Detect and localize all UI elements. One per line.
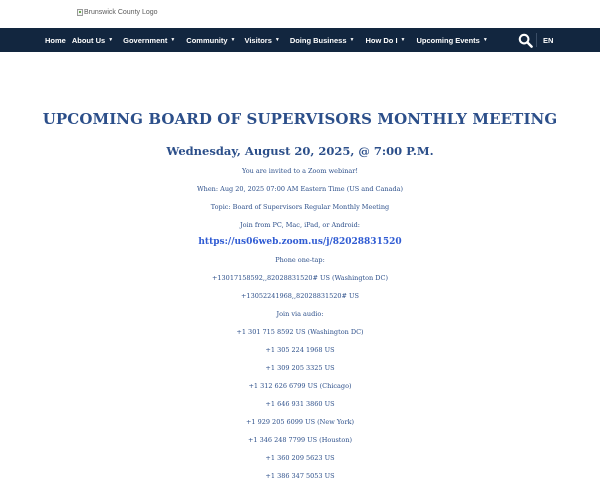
zoom-webinar-link[interactable]: https://us06web.zoom.us/j/82028831520 <box>198 237 402 247</box>
caret-down-icon: ▼ <box>108 37 114 43</box>
search-icon[interactable] <box>518 33 533 48</box>
meeting-date: Wednesday, August 20, 2025, @ 7:00 P.M. <box>166 144 434 158</box>
county-logo[interactable] <box>77 9 158 16</box>
nav-item-label: Doing Business <box>289 35 347 45</box>
meeting-detail-line: +1 646 931 3860 US <box>265 400 335 408</box>
nav-item-visitors[interactable] <box>244 36 279 45</box>
page-title: UPCOMING BOARD OF SUPERVISORS MONTHLY MEETING <box>42 110 558 128</box>
nav-item-doing-business[interactable] <box>290 36 355 45</box>
nav-item-label: Community <box>186 35 228 45</box>
meeting-detail-line: +1 386 347 5053 US <box>265 472 335 480</box>
caret-down-icon: ▼ <box>274 37 280 43</box>
caret-down-icon: ▼ <box>230 37 236 43</box>
nav-item-upcoming-events[interactable] <box>417 36 488 45</box>
meeting-detail-line: Join from PC, Mac, iPad, or Android: <box>240 221 360 229</box>
meeting-detail-line: +13052241968,,82028831520# US <box>240 292 359 300</box>
nav-item-how-do-i[interactable] <box>365 36 405 45</box>
nav-divider <box>536 33 537 47</box>
caret-down-icon: ▼ <box>349 37 355 43</box>
nav-item-label: Upcoming Events <box>416 35 480 45</box>
meeting-detail-line: Topic: Board of Supervisors Regular Monthly Meeting <box>210 203 390 211</box>
caret-down-icon: ▼ <box>400 37 406 43</box>
main-navigation <box>0 28 600 52</box>
broken-image-icon <box>77 9 83 16</box>
site-header <box>0 0 600 28</box>
nav-item-label: Government <box>123 35 168 45</box>
meeting-detail-line: +1 312 626 6799 US (Chicago) <box>248 382 352 390</box>
caret-down-icon: ▼ <box>482 37 488 43</box>
nav-item-about-us[interactable] <box>72 36 113 45</box>
nav-item-label: How Do I <box>365 35 398 45</box>
meeting-detail-line: +1 301 715 8592 US (Washington DC) <box>236 328 364 336</box>
meeting-detail-line: +1 360 209 5623 US <box>265 454 335 462</box>
nav-item-government[interactable] <box>123 36 175 45</box>
nav-item-community[interactable] <box>186 36 235 45</box>
meeting-detail-line: When: Aug 20, 2025 07:00 AM Eastern Time (US and Canada) <box>196 185 404 193</box>
nav-menu <box>45 28 488 52</box>
language-selector[interactable]: EN <box>543 35 554 45</box>
meeting-detail-line: You are invited to a Zoom webinar! <box>241 167 359 175</box>
meeting-detail-line: +1 309 205 3325 US <box>265 364 335 372</box>
meeting-details <box>0 162 600 480</box>
main-content <box>0 52 600 480</box>
nav-item-label: Visitors <box>244 35 272 45</box>
logo-alt-text: Brunswick County Logo <box>84 9 158 16</box>
meeting-detail-line: Join via audio: <box>276 310 324 318</box>
caret-down-icon: ▼ <box>170 37 176 43</box>
meeting-detail-line: +13017158592,,82028831520# US (Washington DC) <box>211 274 389 282</box>
meeting-detail-line: Phone one-tap: <box>275 256 325 264</box>
nav-item-label: About Us <box>71 35 106 45</box>
meeting-detail-line: +1 346 248 7799 US (Houston) <box>247 436 353 444</box>
nav-item-home[interactable] <box>45 36 66 45</box>
meeting-detail-line: +1 929 205 6099 US (New York) <box>245 418 355 426</box>
meeting-detail-line: +1 305 224 1968 US <box>265 346 335 354</box>
nav-item-label: Home <box>45 35 66 45</box>
